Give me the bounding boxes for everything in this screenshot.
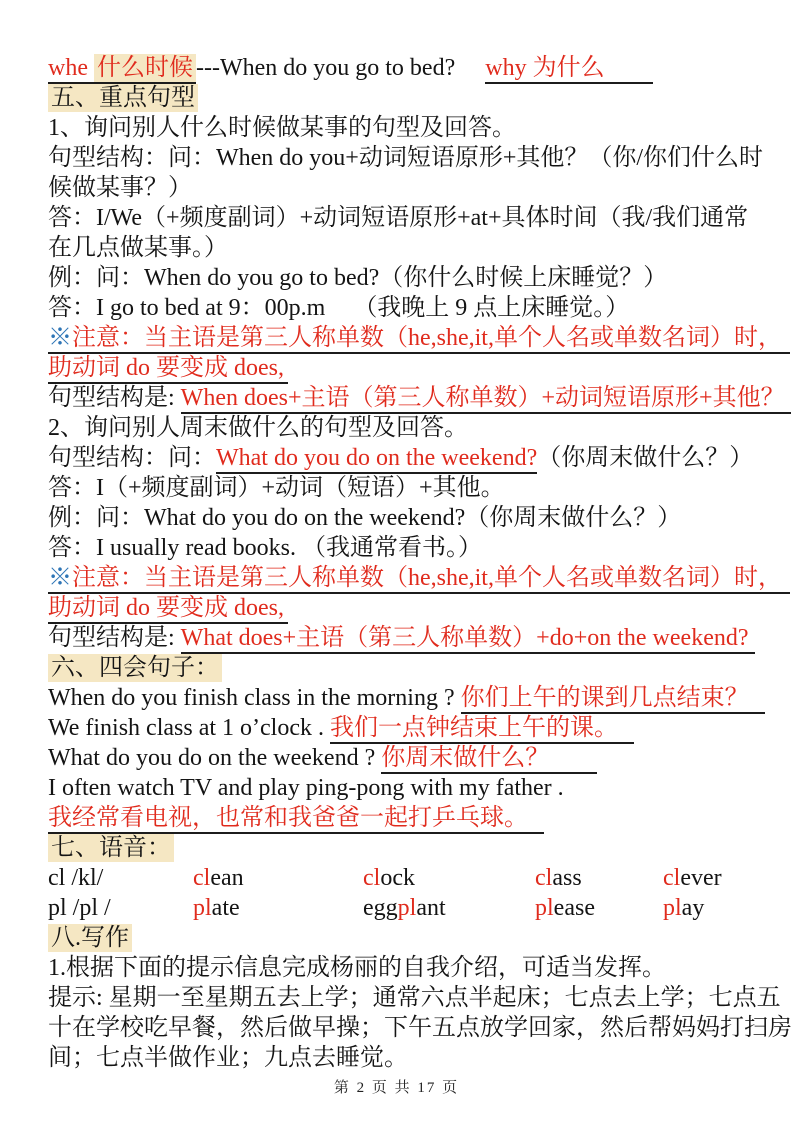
text-segment: 句型结构是: [48, 625, 181, 651]
text-line [48, 803, 748, 833]
text-segment: pl [397, 895, 417, 921]
note-line [48, 563, 782, 593]
text-line [48, 173, 748, 203]
text-segment: 注意：当主语是第三人称单数（he,she,it,单个人名或单数名词）时， [72, 325, 790, 354]
text-segment: 句型结构：问： [48, 445, 216, 471]
text-line [48, 683, 748, 713]
word-group [663, 895, 704, 921]
text-line [48, 113, 748, 143]
text-segment: ay [681, 895, 705, 921]
phonics-row [48, 893, 748, 923]
section-heading-7 [48, 833, 748, 863]
text-line [48, 713, 748, 743]
page-number: 第 2 页 共 17 页 [333, 1080, 460, 1096]
text-segment: 八.写作 [48, 924, 132, 952]
text-segment: 我们一点钟结束上午的课。 [330, 715, 634, 744]
text-segment: pl [193, 895, 212, 921]
text-segment: ass [552, 865, 582, 891]
text-segment: ---When do you go to bed? [195, 55, 456, 81]
text-segment: ease [553, 895, 595, 921]
word-group [363, 863, 535, 893]
word-group [663, 865, 722, 891]
text-line [48, 473, 748, 503]
text-segment: What does+主语（第三人称单数）+do+on the weekend? [181, 625, 755, 654]
word-group [193, 863, 363, 893]
text-line [48, 413, 748, 443]
text-line [48, 623, 748, 653]
text-segment: cl [663, 865, 681, 891]
text-line [48, 383, 785, 413]
text-segment: 答：I go to bed at 9：00p.m [48, 295, 326, 321]
text-segment: 1.根据下面的提示信息完成杨丽的自我介绍，可适当发挥。 [48, 955, 666, 981]
text-segment: （我晚上 9 点上床睡觉。） [353, 295, 630, 321]
text-segment: cl /kl/ [48, 865, 104, 891]
section-heading-5 [48, 83, 748, 113]
text-segment: 句型结构：问：When do you+动词短语原形+其他？（你/你们什么时 [48, 145, 764, 171]
text-segment: cl [193, 865, 211, 891]
text-segment: 五、重点句型 [48, 84, 198, 112]
text-segment: 例：问：When do you go to bed?（你什么时候上床睡觉？） [48, 265, 668, 291]
text-line [48, 533, 748, 563]
text-segment: I often watch TV and play ping-pong with my father . [48, 775, 564, 801]
text-segment: What do you do on the weekend ? [48, 745, 382, 771]
word-group [535, 863, 663, 893]
note-line [48, 323, 782, 353]
text-line [48, 953, 748, 983]
text-line [48, 1043, 748, 1073]
text-segment: 十在学校吃早餐，然后做早操；下午五点放学回家，然后帮妈妈打扫房 [48, 1015, 792, 1041]
text-segment: 答：I usually read books. （我通常看书。） [48, 535, 482, 561]
text-segment: 句型结构是: [48, 385, 181, 411]
text-line [48, 233, 748, 263]
text-segment: 你周末做什么？ [381, 745, 597, 774]
text-segment: 1、询问别人什么时候做某事的句型及回答。 [48, 115, 516, 141]
text-line [48, 1013, 792, 1043]
text-line [48, 203, 748, 233]
text-segment: 助动词 do 要变成 does, [48, 355, 288, 384]
text-segment: egg [363, 895, 398, 921]
text-segment: ate [211, 895, 240, 921]
text-segment: 助动词 do 要变成 does, [48, 595, 288, 624]
text-segment: whe [48, 55, 94, 84]
text-segment: 什么时候 [94, 54, 196, 84]
text-segment: 答：I（+频度副词）+动词（短语）+其他。 [48, 475, 505, 501]
text-segment: ant [416, 895, 446, 921]
text-segment: cl [535, 865, 553, 891]
text-segment: 我经常看电视，也常和我爸爸一起打乒乓球。 [48, 805, 544, 834]
text-segment: 间；七点半做作业；九点去睡觉。 [48, 1045, 408, 1071]
text-line [48, 143, 764, 173]
vocab-line [48, 53, 748, 83]
document-body [48, 53, 792, 1073]
text-line [48, 263, 748, 293]
text-segment: 例：问：What do you do on the weekend?（你周末做什么？） [48, 505, 682, 531]
text-segment: 你们上午的课到几点结束？ [461, 685, 765, 714]
text-line [48, 443, 754, 473]
text-segment: why 为什么 [485, 55, 652, 84]
text-segment: What do you do on the weekend? [216, 445, 537, 474]
text-segment: 答：I/We（+频度副词）+动词短语原形+at+具体时间（我/我们通常 [48, 205, 749, 231]
text-segment: （你周末做什么？） [537, 445, 754, 471]
text-segment: 候做某事？） [48, 175, 192, 201]
text-segment: We finish class at 1 o’clock . [48, 715, 330, 741]
text-segment: pl /pl / [48, 895, 111, 921]
text-segment: pl [663, 895, 682, 921]
text-line [48, 503, 748, 533]
text-line [48, 743, 748, 773]
text-line [48, 293, 748, 323]
note-line [48, 593, 748, 623]
word-group [535, 893, 663, 923]
text-segment: ean [210, 865, 244, 891]
text-segment: 在几点做某事。） [48, 235, 228, 261]
note-line [48, 353, 748, 383]
phonics-row [48, 863, 748, 893]
text-segment: ※ [48, 325, 72, 354]
text-segment: ever [680, 865, 722, 891]
text-line [48, 773, 748, 803]
text-segment: 六、四会句子： [48, 654, 222, 682]
section-heading-8 [48, 923, 748, 953]
text-segment: When do you finish class in the morning ? [48, 685, 461, 711]
text-segment: pl [535, 895, 554, 921]
word-group [363, 893, 535, 923]
text-segment: cl [363, 865, 381, 891]
text-segment: 提示: 星期一至星期五去上学；通常六点半起床；七点去上学；七点五 [48, 985, 781, 1011]
section-heading-6 [48, 653, 748, 683]
text-segment: 七、语音： [48, 834, 174, 862]
word-group [193, 893, 363, 923]
text-segment: ock [380, 865, 415, 891]
text-line [48, 983, 781, 1013]
text-segment: 注意：当主语是第三人称单数（he,she,it,单个人名或单数名词）时， [72, 565, 790, 594]
text-segment: 2、询问别人周末做什么的句型及回答。 [48, 415, 468, 441]
text-segment: When does+主语（第三人称单数）+动词短语原形+其他？ [181, 385, 791, 414]
text-segment: ※ [48, 565, 72, 594]
